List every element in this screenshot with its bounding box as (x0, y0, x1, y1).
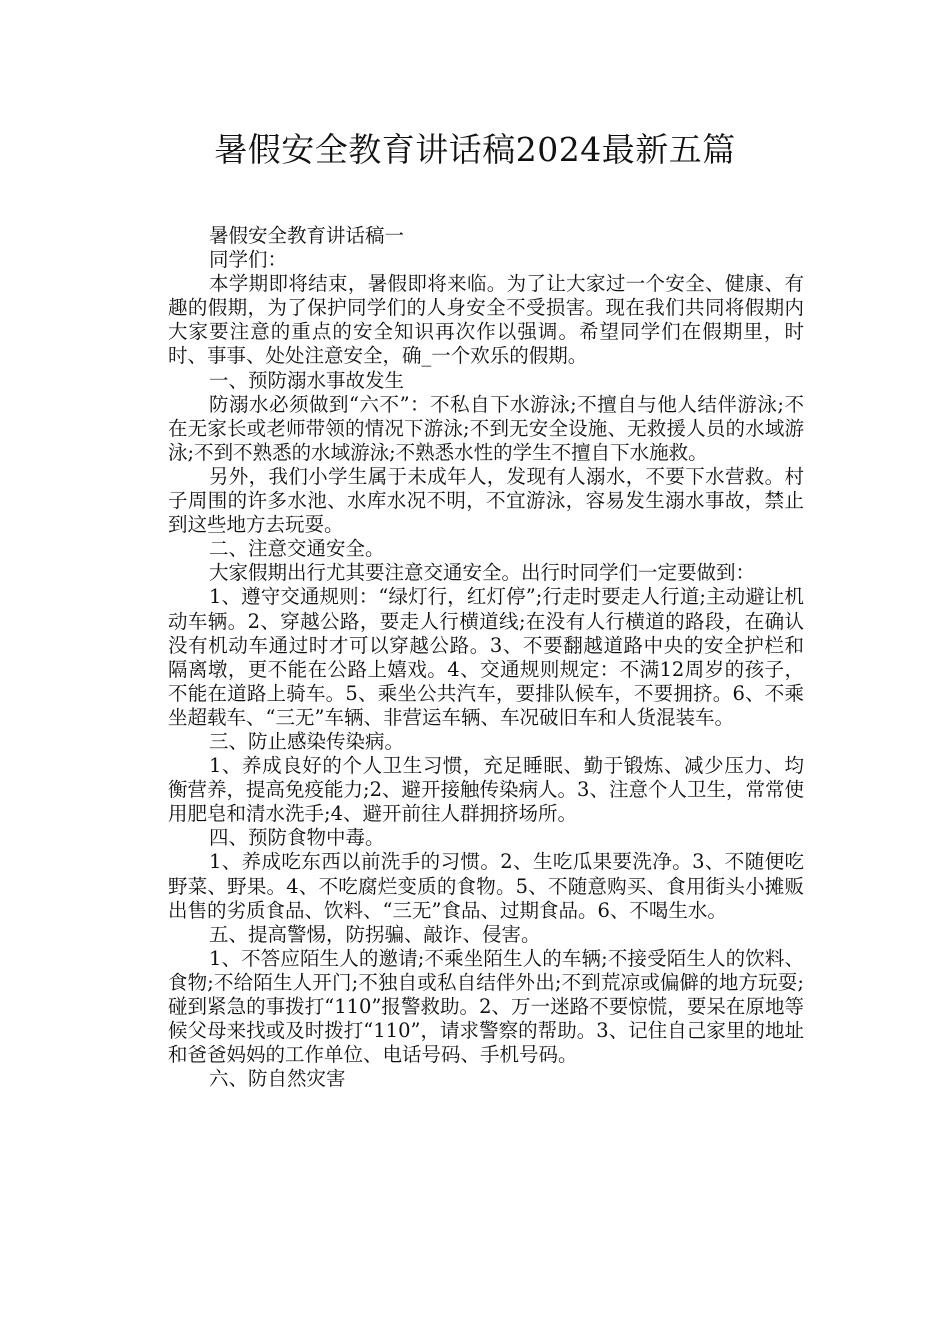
paragraph: 另外，我们小学生属于未成年人，发现有人溺水，不要下水营救。村子周围的许多水池、水库水况不明，不宜游泳，容易发生溺水事故，禁止到这些地方去玩耍。 (168, 464, 804, 537)
section-heading-abduction: 五、提高警惕，防拐骗、敲诈、侵害。 (208, 922, 541, 946)
paragraph: 1、遵守交通规则：“绿灯行，红灯停”;行走时要走人行道;主动避让机动车辆。2、穿越公路，要走人行横道线;在没有人行横道的路段，在确认没有机动车通过时才可以穿越公路。3、不要翻越道路中央的安全护栏和隔离墩，更不能在公路上嬉戏。4、交通规则规定：不满12周岁的孩子，不能在道路上骑车。5、乘坐公共汽车，要排队候车，不要拥挤。6、不乘坐超载车、“三无”车辆、非营运车辆、车况破旧车和人货混装车。 (168, 585, 804, 729)
paragraph: 1、养成良好的个人卫生习惯，充足睡眠、勤于锻炼、减少压力、均衡营养，提高免疫能力;2、避开接触传染病人。3、注意个人卫生，常常使用肥皂和清水洗手;4、避开前往人群拥挤场所。 (168, 754, 804, 826)
document-body (168, 224, 804, 1091)
paragraph: 大家假期出行尤其要注意交通安全。出行时同学们一定要做到： (208, 561, 755, 585)
paragraph: 1、养成吃东西以前洗手的习惯。2、生吃瓜果要洗净。3、不随便吃野菜、野果。4、不吃腐烂变质的食物。5、不随意购买、食用街头小摊贩出售的劣质食品、饮料、“三无”食品、过期食品。6、不喝生水。 (168, 850, 804, 922)
paragraph: 防溺水必须做到“六不”：不私自下水游泳;不擅自与他人结伴游泳;不在无家长或老师带领的情况下游泳;不到无安全设施、无救援人员的水域游泳;不到不熟悉的水域游泳;不熟悉水性的学生不擅自下水施救。 (168, 392, 804, 464)
paragraph: 本学期即将结束，暑假即将来临。为了让大家过一个安全、健康、有趣的假期，为了保护同学们的人身安全不受损害。现在我们共同将假期内大家要注意的重点的安全知识再次作以强调。希望同学们在假期里，时时、事事、处处注意安全，确_一个欢乐的假期。 (168, 272, 804, 368)
document-title: 暑假安全教育讲话稿2024最新五篇 (214, 130, 736, 169)
section-heading-disease: 三、防止感染传染病。 (208, 729, 404, 753)
section-heading-disaster: 六、防自然灾害 (208, 1067, 346, 1091)
section-heading-traffic: 二、注意交通安全。 (208, 537, 385, 561)
section-heading-drowning: 一、预防溺水事故发生 (208, 368, 404, 392)
paragraph-subtitle: 暑假安全教育讲话稿一 (208, 224, 404, 247)
section-heading-food: 四、预防食物中毒。 (208, 826, 385, 850)
paragraph-salutation: 同学们： (208, 248, 287, 272)
paragraph: 1、不答应陌生人的邀请;不乘坐陌生人的车辆;不接受陌生人的饮料、食物;不给陌生人开门;不独自或私自结伴外出;不到荒凉或偏僻的地方玩耍;碰到紧急的事拨打“110”报警救助。2、万一迷路不要惊慌，要呆在原地等候父母来找或及时拨打“110”，请求警察的帮助。3、记住自己家里的地址和爸爸妈妈的工作单位、电话号码、手机号码。 (168, 946, 804, 1067)
